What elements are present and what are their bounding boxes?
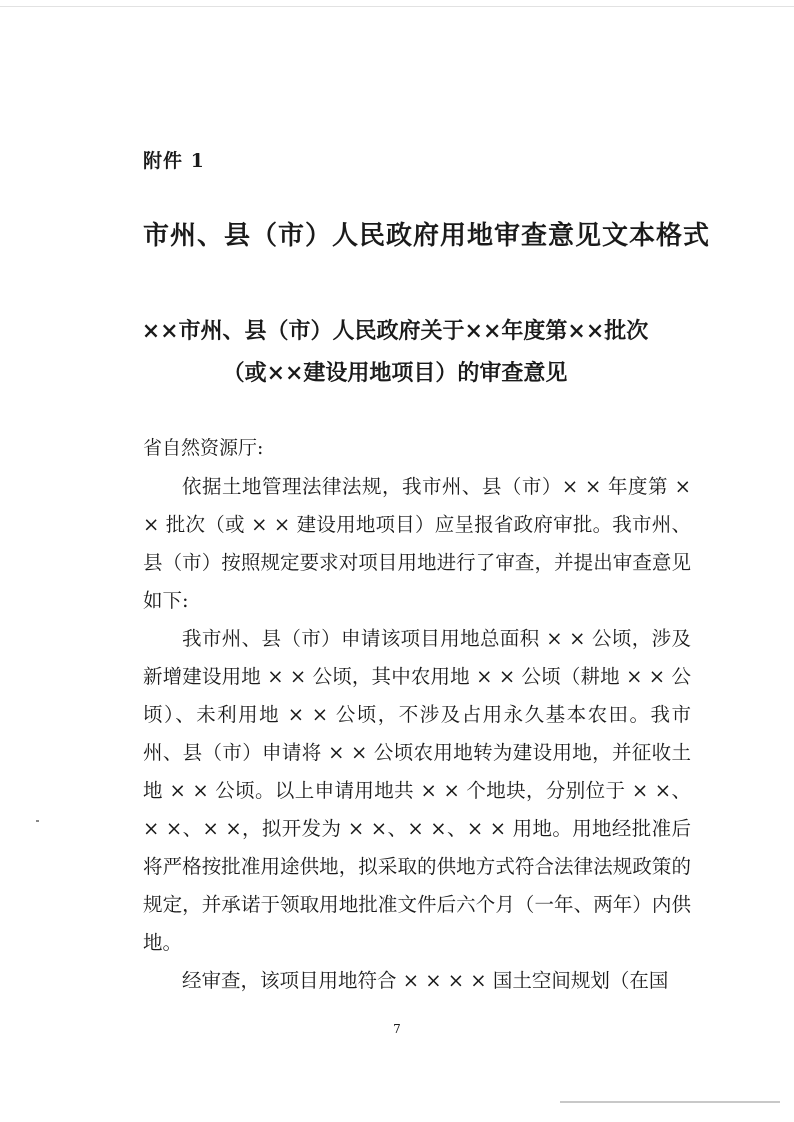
paragraph-1: 依据土地管理法律法规，我市州、县（市）× × 年度第 × × 批次（或 × × 建设用地项目）应呈报省政府审批。我市州、县（市）按照规定要求对项目用地进行了审查，并提出审查意见如下:	[143, 475, 691, 612]
body-text	[143, 468, 691, 1000]
salutation: 省自然资源厅:	[143, 437, 264, 459]
paragraph-2: 我市州、县（市）申请该项目用地总面积 × × 公顷，涉及新增建设用地 × × 公顷，其中农用地 × × 公顷（耕地 × × 公顷）、未利用地 × × 公顷，不涉及占用永久基本农田。我市州、县（市）申请将 × × 公顷农用地转为建设用地，并征收土地 × × 公顷。以上申请用地共 × × 个地块，分别位于 × ×、× ×、× ×，拟开发为 × ×、× ×、× × 用地。用地经批准后将严格按批准用途供地，拟采取的供地方式符合法律法规政策的规定，并承诺于领取用地批准文件后六个月（一年、两年）内供地。	[143, 627, 691, 954]
opinion-title	[100, 310, 690, 394]
scan-edge-top	[0, 6, 794, 7]
opinion-title-line-2: （或××建设用地项目）的审查意见	[222, 360, 568, 386]
opinion-title-line-1: ××市州、县（市）人民政府关于××年度第××批次	[141, 318, 649, 344]
document-title: 市州、县（市）人民政府用地审查意见文本格式	[143, 221, 711, 251]
scan-speck	[36, 820, 39, 822]
page-number: 7	[393, 1022, 401, 1036]
attachment-label: 附件 1	[143, 150, 205, 172]
scan-edge-bottom	[560, 1101, 780, 1103]
paragraph-3: 经审查，该项目用地符合 × × × × 国土空间规划（在国	[182, 969, 669, 992]
